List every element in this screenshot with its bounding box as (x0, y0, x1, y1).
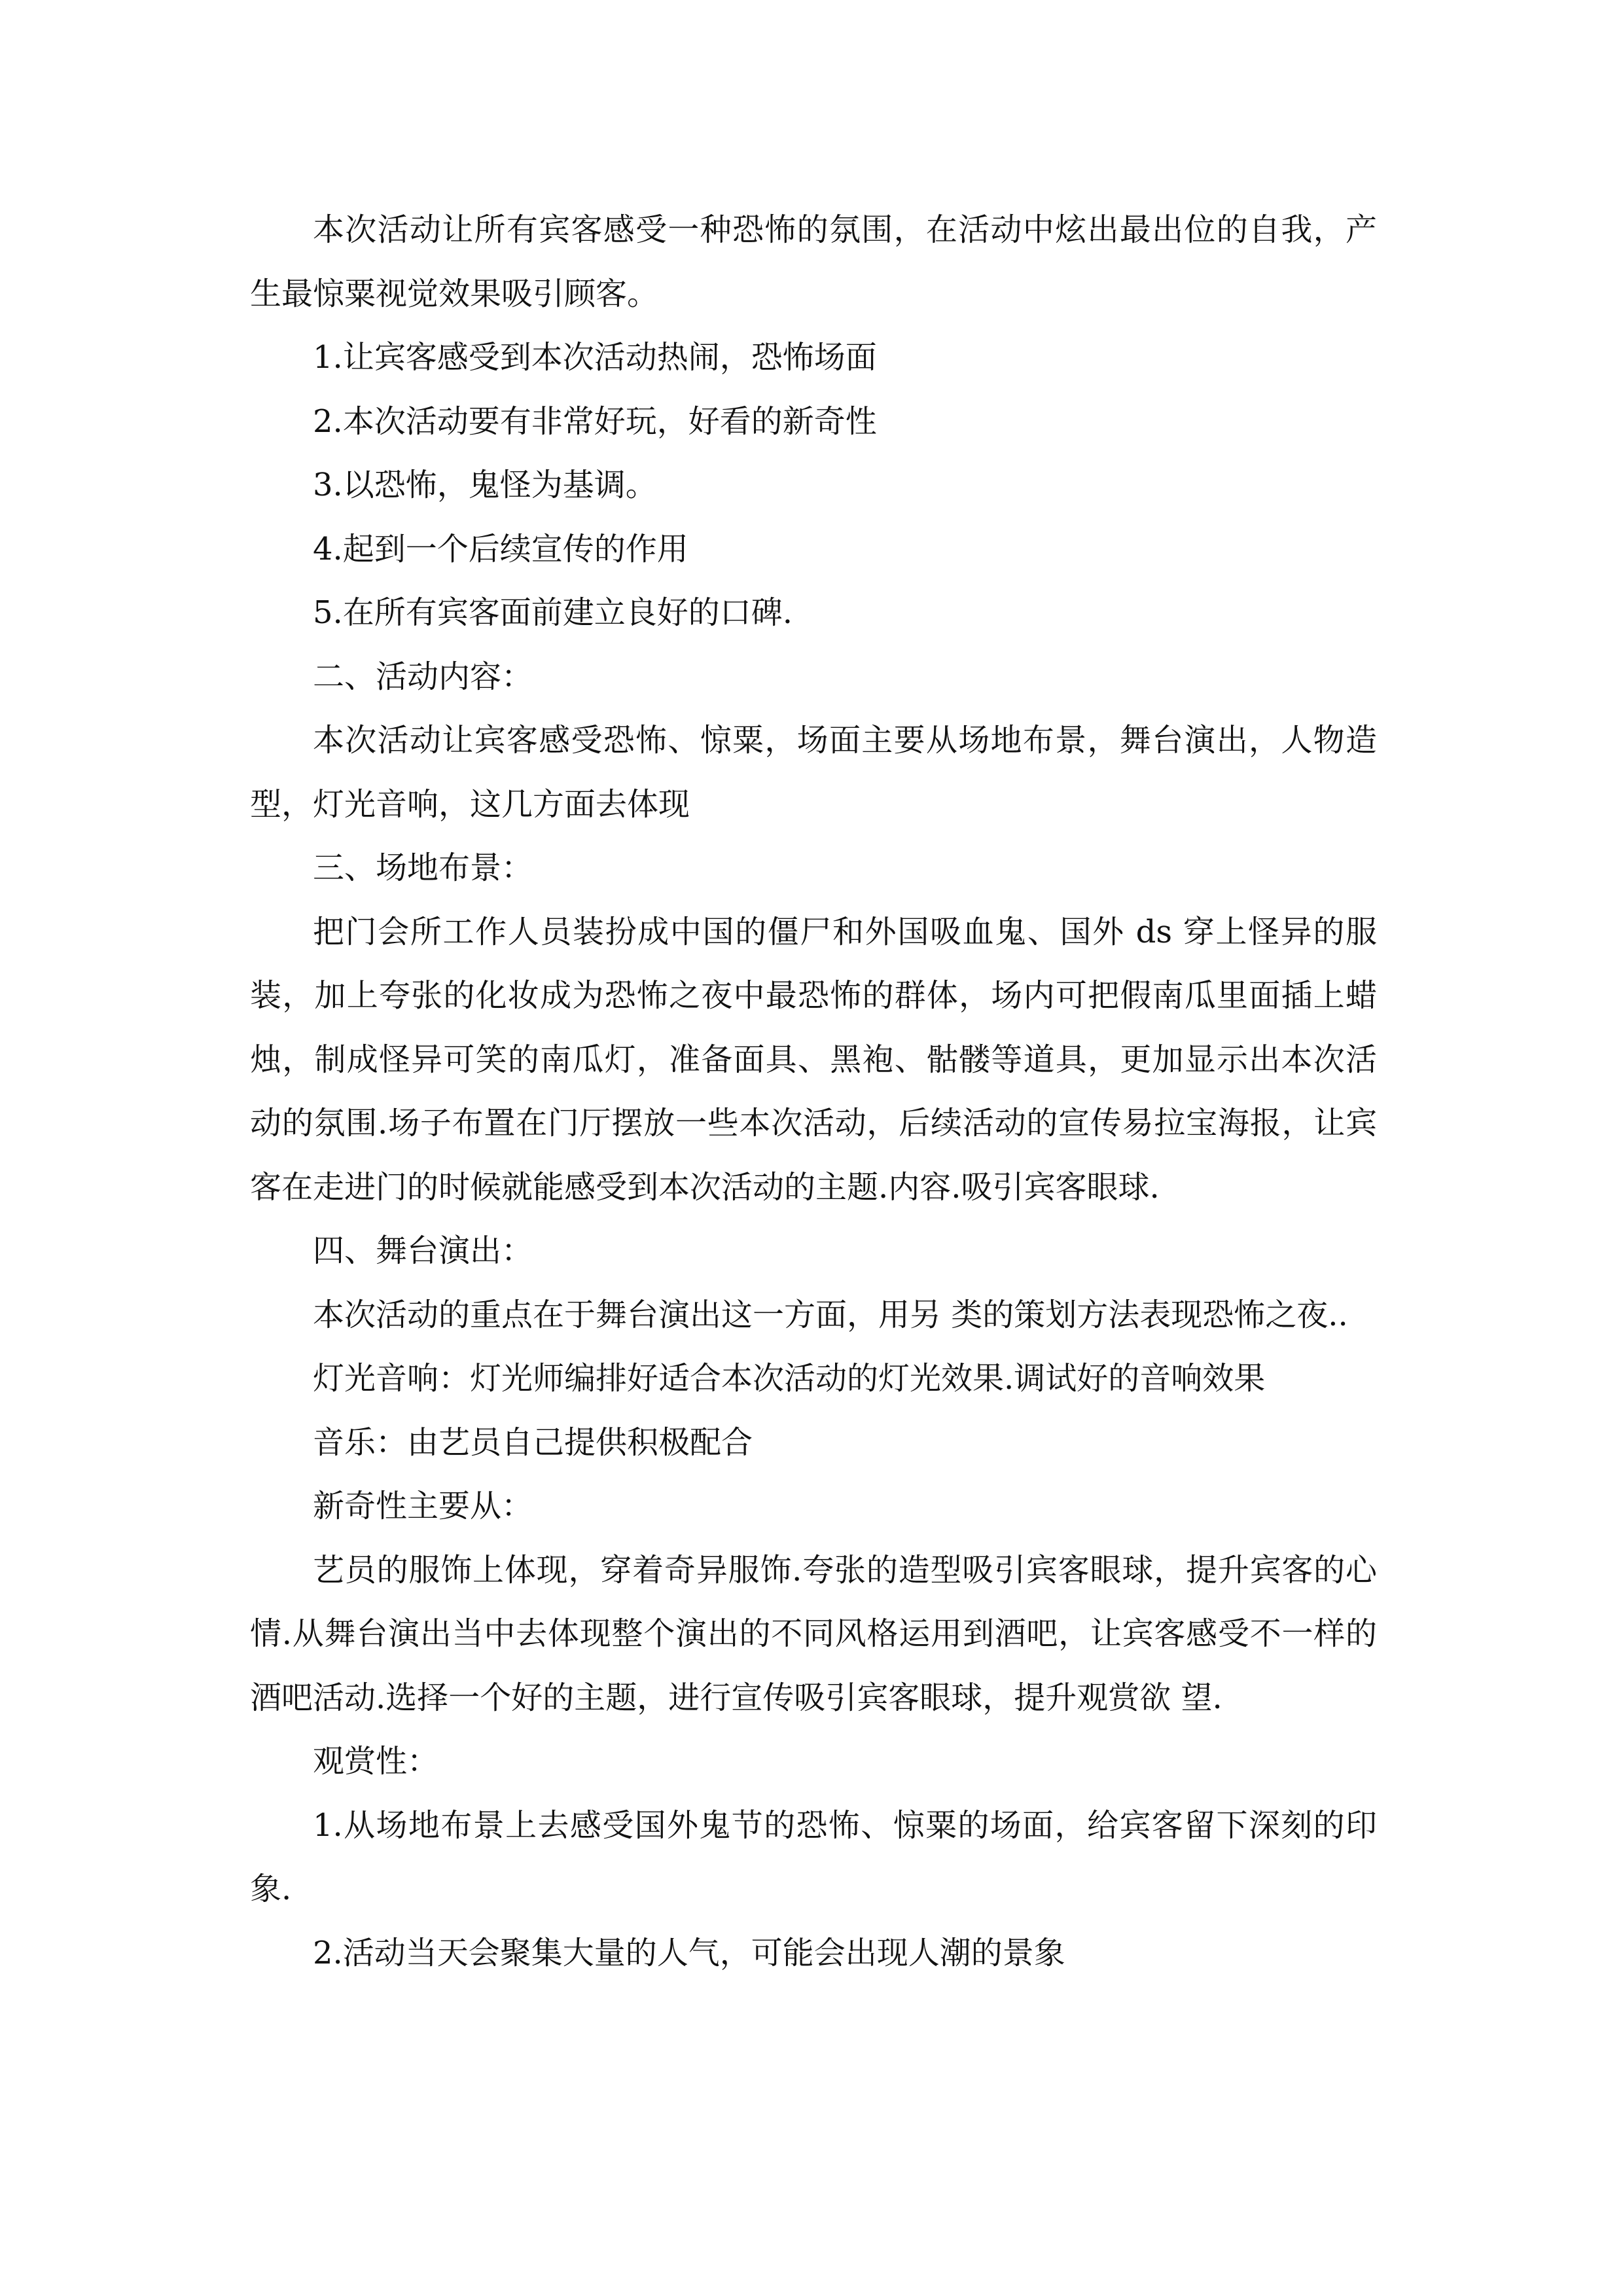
list-item-4: 4.起到一个后续宣传的作用 (313, 530, 688, 567)
section-heading-content: 二、活动内容： (313, 658, 533, 695)
list-item-1: 1.让宾客感受到本次活动热闹，恐怖场面 (313, 339, 877, 376)
paragraph-venue: 把门会所工作人员装扮成中国的僵尸和外国吸血鬼、国外 ds 穿上怪异的服装，加上夸张的化妆成为恐怖之夜中最恐怖的群体，场内可把假南瓜里面插上蜡烛，制成怪异可笑的南瓜灯，准备面具、黑袍、骷髅等道具，更加显示出本次活动的氛围.场子布置在门厅摆放一些本次活动，后续活动的宣传易拉宝海报，让宾客在走进门的时候就能感受到本次活动的主题.内容.吸引宾客眼球. (250, 913, 1377, 1206)
subheading-novelty: 新奇性主要从： (313, 1488, 533, 1524)
paragraph-intro: 本次活动让所有宾客感受一种恐怖的氛围，在活动中炫出最出位的自我，产生最惊粟视觉效果吸引顾客。 (250, 211, 1377, 312)
paragraph-lighting: 灯光音响：灯光师编排好适合本次活动的灯光效果.调试好的音响效果 (313, 1360, 1266, 1397)
viewing-item-1: 1.从场地布景上去感受国外鬼节的恐怖、惊粟的场面，给宾客留下深刻的印象. (250, 1806, 1377, 1907)
paragraph-music: 音乐：由艺员自己提供积极配合 (313, 1424, 753, 1461)
subheading-viewing: 观赏性： (313, 1743, 439, 1780)
paragraph-content: 本次活动让宾客感受恐怖、惊粟，场面主要从场地布景，舞台演出，人物造型，灯光音响，这几方面去体现 (250, 722, 1377, 823)
section-heading-venue: 三、场地布景： (313, 850, 533, 886)
paragraph-stage: 本次活动的重点在于舞台演出这一方面，用另 类的策划方法表现恐怖之夜.. (313, 1296, 1348, 1333)
list-item-5: 5.在所有宾客面前建立良好的口碑. (313, 594, 793, 631)
section-heading-stage: 四、舞台演出： (313, 1232, 533, 1269)
list-item-3: 3.以恐怖，鬼怪为基调。 (313, 467, 657, 503)
paragraph-novelty: 艺员的服饰上体现，穿着奇异服饰.夸张的造型吸引宾客眼球，提升宾客的心情.从舞台演出当中去体现整个演出的不同风格运用到酒吧，让宾客感受不一样的酒吧活动.选择一个好的主题，进行宣传吸引宾客眼球，提升观赏欲 望. (250, 1551, 1377, 1716)
viewing-item-2: 2.活动当天会聚集大量的人气，可能会出现人潮的景象 (313, 1934, 1065, 1971)
document-body (250, 198, 1377, 1985)
list-item-2: 2.本次活动要有非常好玩，好看的新奇性 (313, 403, 877, 440)
